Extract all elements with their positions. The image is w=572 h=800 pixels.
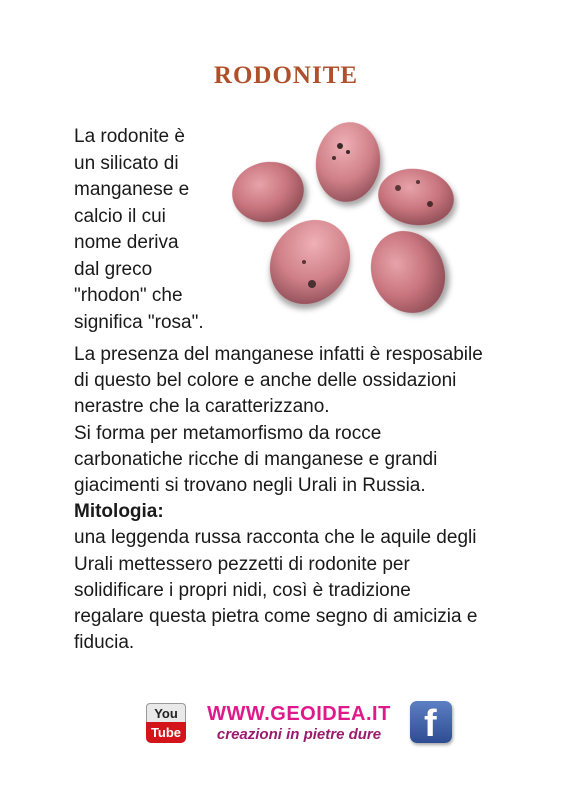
body-line: Si forma per metamorfismo da rocce bbox=[74, 422, 382, 444]
stone bbox=[311, 118, 386, 206]
intro-line: significa "rosa". bbox=[74, 311, 204, 333]
tagline: creazioni in pietre dure bbox=[216, 726, 382, 743]
mythology-line: solidificare i propri nidi, così è tradizione bbox=[74, 579, 411, 601]
intro-line: dal greco bbox=[74, 258, 153, 280]
body-line: carbonatiche ricche di manganese e grandi bbox=[74, 448, 438, 470]
mythology-line: fiducia. bbox=[74, 632, 135, 654]
intro-line: calcio il cui bbox=[74, 205, 166, 227]
mythology-heading: Mitologia: bbox=[74, 501, 164, 523]
body-line: La presenza del manganese infatti è resposabile bbox=[74, 344, 483, 365]
facebook-icon[interactable] bbox=[410, 701, 452, 743]
intro-line: La rodonite è bbox=[74, 126, 185, 147]
rhodonite-stones-image bbox=[222, 112, 460, 326]
youtube-icon-bottom: Tube bbox=[146, 722, 186, 743]
website-link[interactable]: WWW.GEOIDEA.IT bbox=[207, 703, 391, 725]
page-title: RODONITE bbox=[213, 62, 359, 89]
stone bbox=[227, 156, 308, 228]
body-line: nerastre che la caratterizzano. bbox=[74, 396, 330, 418]
facebook-glyph: f bbox=[424, 703, 437, 745]
mythology-line: Urali mettessero pezzetti di rodonite per bbox=[74, 553, 410, 575]
stone bbox=[358, 219, 459, 326]
intro-line: "rhodon" che bbox=[74, 285, 183, 306]
footer bbox=[0, 698, 572, 748]
youtube-icon[interactable] bbox=[146, 703, 186, 743]
stone bbox=[374, 164, 457, 230]
intro-line: un silicato di bbox=[74, 152, 179, 174]
intro-line: nome deriva bbox=[74, 232, 179, 253]
mythology-line: una leggenda russa racconta che le aquile degli bbox=[74, 527, 477, 549]
body-line: di questo bel colore e anche delle ossidazioni bbox=[74, 370, 457, 392]
youtube-icon-top: You bbox=[146, 703, 186, 722]
description-text bbox=[74, 342, 544, 656]
body-line: giacimenti si trovano negli Urali in Russia. bbox=[74, 475, 426, 497]
intro-line: manganese e bbox=[74, 179, 190, 200]
mythology-line: regalare questa pietra come segno di amicizia e bbox=[74, 606, 478, 628]
intro-text bbox=[74, 124, 224, 336]
